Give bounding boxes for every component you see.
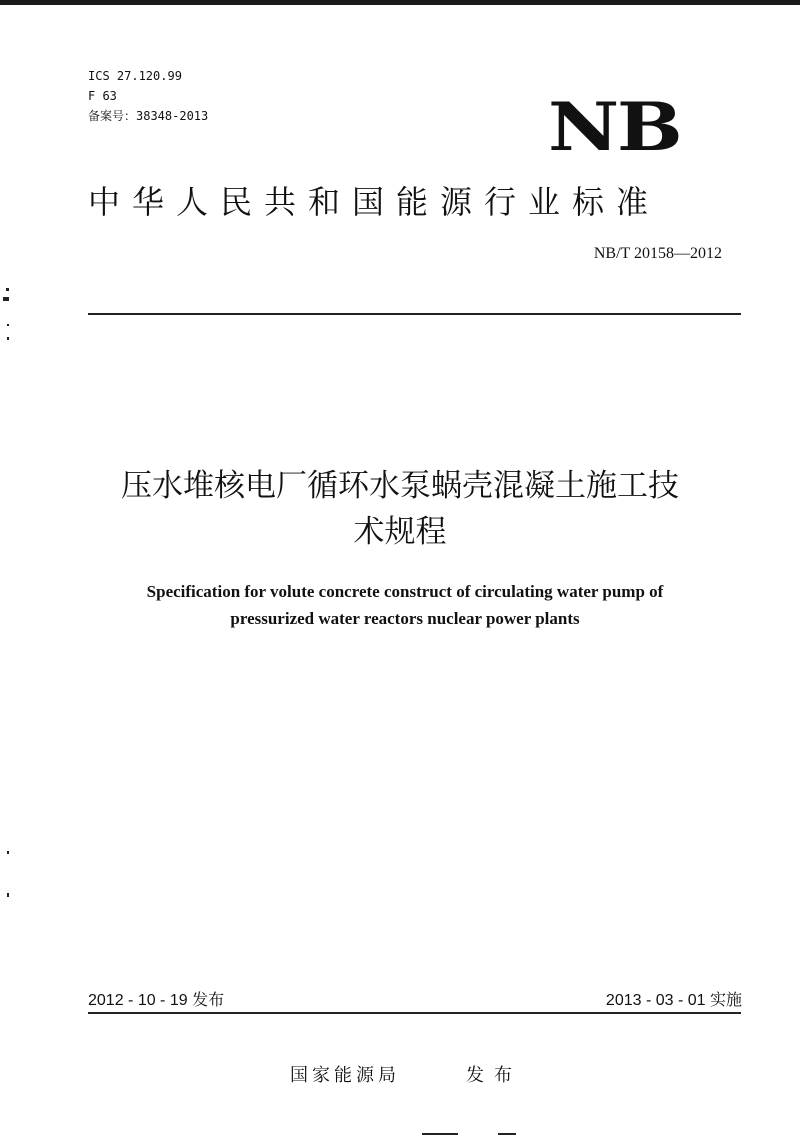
classification-block <box>88 66 208 126</box>
publisher-name: 国家能源局 <box>290 1065 400 1086</box>
scan-mark <box>3 297 9 301</box>
ics-code: ICS 27.120.99 <box>88 69 182 83</box>
scan-mark <box>498 1133 516 1135</box>
scan-mark <box>7 893 9 897</box>
ccs-code: F 63 <box>88 89 117 103</box>
english-title-line-2: pressurized water reactors nuclear power plants <box>230 609 580 628</box>
scan-mark <box>7 337 9 340</box>
chinese-title-line-1: 压水堆核电厂循环水泵蜗壳混凝土施工技 <box>121 468 679 504</box>
scan-mark <box>7 851 9 854</box>
scan-mark <box>7 324 9 326</box>
publish-label: 发布 <box>466 1065 522 1086</box>
scan-mark <box>6 288 9 291</box>
issue-date: 2012 - 10 - 19 发布 <box>88 992 225 1009</box>
bottom-divider <box>88 1012 741 1014</box>
chinese-title <box>60 463 740 555</box>
scan-top-edge <box>0 0 800 5</box>
standard-category-title: 中华人民共和国能源行业标准 <box>88 183 661 221</box>
english-title-line-1: Specification for volute concrete construct of circulating water pump of <box>146 582 664 601</box>
record-number: 备案号：38348-2013 <box>88 109 209 123</box>
chinese-title-line-2: 术规程 <box>353 514 447 550</box>
top-divider <box>88 313 741 315</box>
standard-number: NB/T 20158—2012 <box>593 245 722 262</box>
implementation-date: 2013 - 03 - 01 实施 <box>605 992 742 1009</box>
english-title <box>60 578 750 632</box>
nb-logo: NB <box>548 88 681 166</box>
scan-mark <box>422 1133 458 1135</box>
